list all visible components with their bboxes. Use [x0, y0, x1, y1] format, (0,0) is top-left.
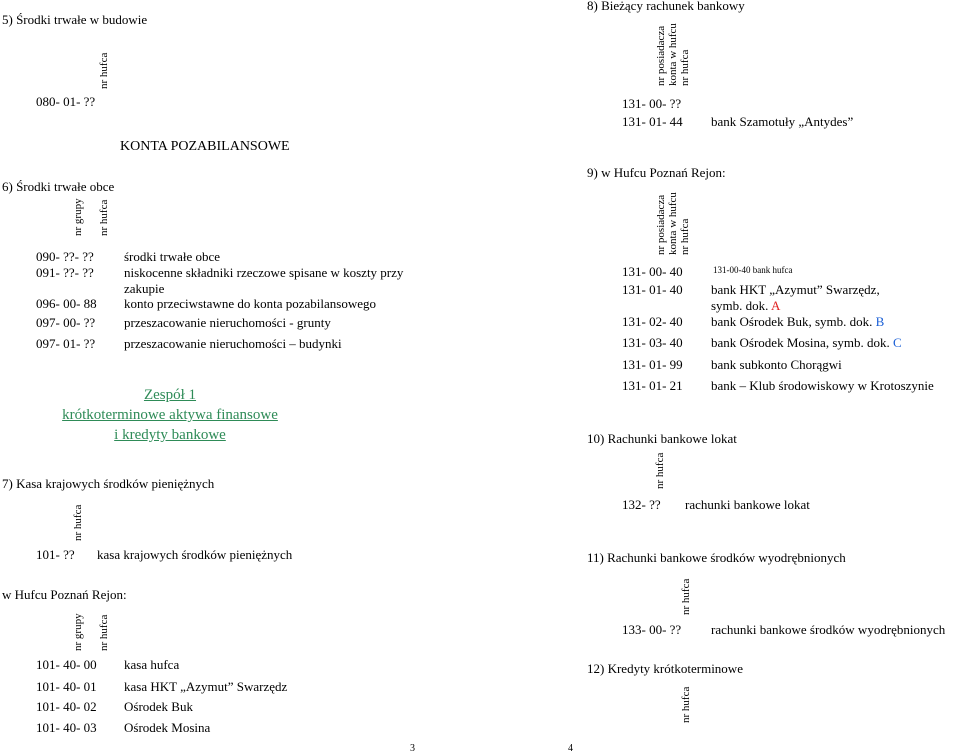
- account-description: rachunki bankowe lokat: [685, 497, 810, 512]
- vertical-label-nr-posiadacza: nr posiadacza: [655, 194, 667, 255]
- page-number: 4: [568, 743, 573, 754]
- section-6-title: 6) Środki trwałe obce: [2, 179, 115, 194]
- hufiec-title: w Hufcu Poznań Rejon:: [2, 587, 127, 602]
- account-description-text: bank Ośrodek Buk, symb. dok.: [711, 314, 876, 329]
- vertical-label-nr-posiadacza: nr posiadacza: [655, 25, 667, 86]
- section-8-title: 8) Bieżący rachunek bankowy: [587, 0, 745, 13]
- account-code: 101- ??: [36, 547, 75, 562]
- vertical-label-nr-hufca: nr hufca: [654, 452, 666, 489]
- section-7-title: 7) Kasa krajowych środków pieniężnych: [2, 476, 215, 491]
- account-description: [711, 314, 884, 329]
- account-code: 097- 00- ??: [36, 315, 96, 330]
- section-5-title: 5) Środki trwałe w budowie: [2, 12, 148, 27]
- vertical-labels-clip: [655, 187, 710, 255]
- account-description: 131-00-40 bank hufca: [713, 265, 793, 275]
- account-code: 131- 01- 99: [622, 357, 683, 372]
- vertical-labels-clip: [655, 18, 710, 86]
- section-11-title: 11) Rachunki bankowe środków wyodrębnionych: [587, 550, 846, 565]
- vertical-label-konta-w-hufcu: konta w hufcu: [667, 23, 679, 86]
- section-9-title: 9) w Hufcu Poznań Rejon:: [587, 165, 726, 180]
- account-description-cont: [711, 298, 780, 313]
- account-description: kasa hufca: [124, 657, 180, 672]
- account-code: 131- 00- 40: [622, 264, 683, 279]
- section-10-title: 10) Rachunki bankowe lokat: [587, 431, 737, 446]
- account-code: 101- 40- 02: [36, 699, 97, 714]
- account-code: 131- 03- 40: [622, 335, 683, 350]
- off-balance-heading: KONTA POZABILANSOWE: [120, 139, 290, 154]
- vertical-label-konta-w-hufcu: konta w hufcu: [667, 192, 679, 255]
- account-description: Ośrodek Mosina: [124, 720, 211, 735]
- account-description: przeszacowanie nieruchomości - grunty: [124, 315, 331, 330]
- page-number: 3: [410, 743, 415, 754]
- account-code: 131- 02- 40: [622, 314, 683, 329]
- vertical-label-nr-hufca: nr hufca: [72, 504, 84, 541]
- account-description: bank subkonto Chorągwi: [711, 357, 842, 372]
- vertical-label-nr-hufca: nr hufca: [679, 49, 691, 86]
- account-code: 132- ??: [622, 497, 661, 512]
- vertical-label-nr-hufca: nr hufca: [680, 686, 692, 723]
- doc-symbol-label: symb. dok.: [711, 298, 771, 313]
- account-description: Ośrodek Buk: [124, 699, 193, 714]
- account-description-text: bank Ośrodek Mosina, symb. dok.: [711, 335, 893, 350]
- account-code: 090- ??- ??: [36, 249, 94, 264]
- account-description-cont: zakupie: [124, 281, 165, 296]
- account-description: konto przeciwstawne do konta pozabilansowego: [124, 296, 376, 311]
- account-description: środki trwałe obce: [124, 249, 221, 264]
- account-code: 131- 01- 21: [622, 378, 683, 393]
- account-code: 101- 40- 01: [36, 679, 97, 694]
- vertical-label-nr-grupy: nr grupy: [72, 198, 84, 236]
- account-code: 131- 01- 40: [622, 282, 683, 297]
- vertical-label-nr-hufca: nr hufca: [98, 199, 110, 236]
- account-code-080: 080- 01- ??: [36, 94, 96, 109]
- account-code: 131- 01- 44: [622, 114, 683, 129]
- group-heading-line-1: Zespół 1: [143, 387, 197, 403]
- account-code: 091- ??- ??: [36, 265, 94, 280]
- account-description: bank HKT „Azymut” Swarzędz,: [711, 282, 880, 297]
- account-description: kasa HKT „Azymut” Swarzędz: [124, 679, 288, 694]
- vertical-label-nr-hufca: nr hufca: [98, 614, 110, 651]
- account-description: bank Szamotuły „Antydes”: [711, 114, 854, 129]
- account-description: bank – Klub środowiskowy w Krotoszynie: [711, 378, 934, 393]
- account-description: [711, 335, 902, 350]
- vertical-label-nr-hufca: nr hufca: [679, 218, 691, 255]
- account-code: 097- 01- ??: [36, 336, 96, 351]
- account-code: 101- 40- 00: [36, 657, 97, 672]
- doc-symbol-b: B: [875, 314, 885, 329]
- account-description: kasa krajowych środków pieniężnych: [97, 547, 293, 562]
- group-heading-line-3: i kredyty bankowe: [114, 427, 226, 443]
- doc-symbol-a: A: [770, 298, 781, 313]
- account-code: 101- 40- 03: [36, 720, 97, 735]
- group-heading-line-2: krótkoterminowe aktywa finansowe: [62, 407, 278, 423]
- account-description: rachunki bankowe środków wyodrębnionych: [711, 622, 946, 637]
- section-12-title: 12) Kredyty krótkoterminowe: [587, 661, 743, 676]
- vertical-label-nr-hufca: nr hufca: [680, 578, 692, 615]
- account-code: 131- 00- ??: [622, 96, 682, 111]
- account-description: niskocenne składniki rzeczowe spisane w koszty przy: [124, 265, 404, 280]
- vertical-label-nr-hufca: nr hufca: [98, 52, 110, 89]
- doc-symbol-c: C: [893, 335, 902, 350]
- account-code: 133- 00- ??: [622, 622, 682, 637]
- account-code: 096- 00- 88: [36, 296, 97, 311]
- vertical-label-nr-grupy: nr grupy: [72, 613, 84, 651]
- account-description: przeszacowanie nieruchomości – budynki: [124, 336, 342, 351]
